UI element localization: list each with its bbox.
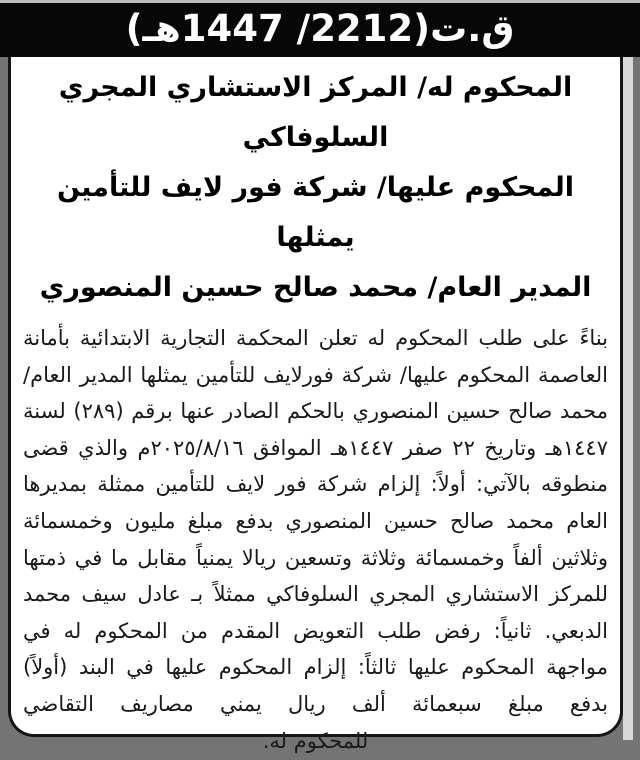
judgment-debtor-line: المحكوم عليها/ شركة فور لايف للتأمين يمثلها [56, 172, 574, 253]
judgment-beneficiary-line: المحكوم له/ المركز الاستشاري المجري السلوفاكي [58, 72, 573, 153]
case-reference: ق.ت(2212/ 1447هـ) [125, 6, 515, 50]
debtor-representative-line: المدير العام/ محمد صالح حسين المنصوري [39, 272, 592, 303]
case-reference-band [0, 3, 640, 57]
notice-headings [19, 61, 612, 313]
notice-card [8, 57, 623, 753]
notice-body-last-line: للمحكوم له. [262, 728, 369, 753]
right-page-margin [623, 57, 633, 740]
notice-body-text: بناءً على طلب المحكوم له تعلن المحكمة التجارية الابتدائية بأمانة العاصمة المحكوم عليها/ شركة فورلايف للتأمين يمثلها المدير العام/ محمد صالح حسين المنصوري بالحكم الصادر عنها برقم (٢٨٩) لسنة ١٤٤٧هـ وتاريخ ٢٢ صفر ١٤٤٧هـ الموافق ٢٠٢٥/٨/١٦م والذي قضى منطوقه بالآتي: أولاً: إلزام شركة فور لايف للتأمين ممثلة بمديرها العام محمد صالح حسين المنصوري بدفع مبلغ مليون وخمسمائة وثلاثين ألفاً وخمسمائة وثلاثة وتسعين ريالا يمنياً مقابل ما في ذمتها للمركز الاستشاري المجري السلوفاكي ممثلاً بـ عادل سيف محمد الدبعي. ثانياً: رفض طلب التعويض المقدم من المحكوم له في مواجهة المحكوم عليها ثالثاً: إلزام المحكوم عليها في البند (أولاً) بدفع مبلغ سبعمائة ألف ريال يمني مصاريف التقاضي [23, 326, 608, 716]
